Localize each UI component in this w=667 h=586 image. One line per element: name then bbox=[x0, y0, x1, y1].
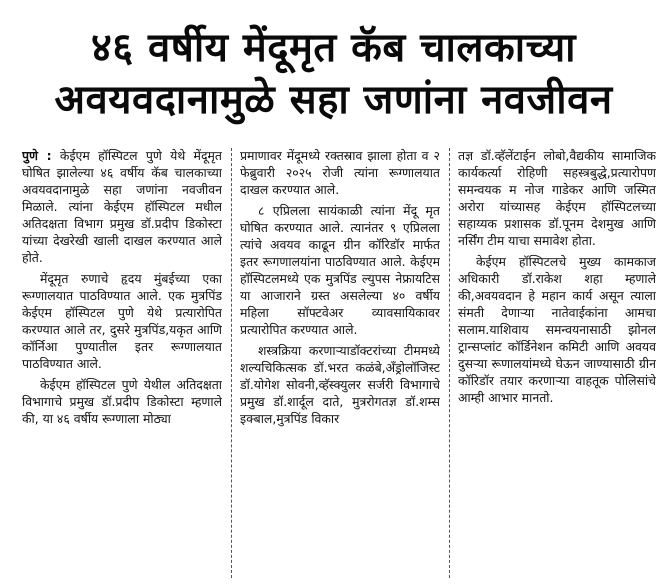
dateline: पुणे : bbox=[22, 148, 52, 163]
headline-line-2: अवयवदानामुळे सहा जणांना नवजीवन bbox=[54, 77, 613, 123]
paragraph-7: तज्ञ डॉ.व्हॅलेंटाईन लोबो,वैद्यकीय सामाजिक कार्यकर्त्या रोहिणी सहस्त्रबुद्धे,प्रत्यारोपण समन्वयक म नोज गाडेकर आणि जस्मित अरोरा यांच्यासह केईएम हॉस्पिटलच्या सहाय्यक प्रशासक डॉ.पूनम देशमुख आणि नर्सिंग टीम याचा समावेश होता. bbox=[458, 148, 656, 248]
headline bbox=[0, 0, 667, 140]
paragraph-4: प्रमाणावर मेंदूमध्ये रक्तस्राव झाला होता व २ फेब्रुवारी २०२५ रोजी त्यांना रूग्णालयात दाखल करण्यात आले. bbox=[240, 148, 440, 197]
article-column-2 bbox=[240, 147, 440, 581]
paragraph-6: शस्त्रक्रिया करणाऱ्याडॉक्टरांच्या टीममध्ये शल्यचिकित्सक डॉ.भरत कळंबे,अँड्रोलॉजिस्ट डॉ.योगेश सोवनी,व्हॅस्क्युलर सर्जरी विभागाचे प्रमुख डॉ.शार्दूल दाते, मुत्ररोगतज्ञ डॉ.शम्स इक्बाल,मुत्रपिंड विकार bbox=[240, 343, 440, 426]
paragraph-2: मेंदूमृत रुणाचे हृदय मुंबईच्या एका रूग्णालयात पाठविण्यात आले. एक मुत्रपिंड केईएम हॉस्पिटल पुणे येथे प्रत्यारोपित करण्यात आले तर, दुसरे मुत्रपिंड,यकृत आणि कॉर्निआ पुण्यातील इतर रूग्णालयात पाठविण्यात आले. bbox=[22, 271, 222, 371]
article-column-3 bbox=[458, 147, 656, 581]
paragraph-5: ८ एप्रिलला सायंकाळी त्यांना मेंदू मृत घोषित करण्यात आले. त्यानंतर ९ एप्रिलला त्यांचे अवयव काढून ग्रीन कॉरिडॉर मार्फत इतर रूगणालयांना पाठविण्यात आले. केईएम हॉस्पिटलमध्ये एक मुत्रपिंड ल्युपस नेफ्रायटिस या आजाराने ग्रस्त असलेल्या ४० वर्षीय महिला सॉफ्टवेअर व्यावसायिकावर प्रत्यारोपित करण्यात आले. bbox=[240, 203, 440, 337]
column-divider-2 bbox=[449, 148, 450, 578]
paragraph-1-text: केईएम हॉस्पिटल पुणे येथे मेंदूमृत घोषित झालेल्या ४६ वर्षीय कॅब चालकाच्या अवयवदानामुळे सहा जणांना नवजीवन मिळाले. त्यांना केईएम हॉस्पिटल मधील अतिदक्षता विभाग प्रमुख डॉ.प्रदीप डिकोस्टा यांच्या देखरेखी खाली दाखल करण्यात आले होते. bbox=[22, 148, 222, 265]
paragraph-1 bbox=[22, 147, 222, 266]
article-column-1 bbox=[22, 147, 222, 581]
column-divider-1 bbox=[231, 148, 232, 578]
paragraph-3: केईएम हॉस्पिटल पुणे येथील अतिदक्षता विभागाचे प्रमुख डॉ.प्रदीप डिकोस्टा म्हणाले की, या ४६ वर्षीय रूग्णाला मोठ्या bbox=[22, 377, 222, 426]
paragraph-8: केईएम हॉस्पिटलचे मुख्य कामकाज अधिकारी डॉ.राकेश शहा म्हणाले की,अवयवदान हे महान कार्य असून त्याला संमती देणाऱ्या नातेवाईकांना आमचा सलाम.याशिवाय समन्वयनासाठी झोनल ट्रान्सप्लांट कॉर्डिनेशन कमिटी आणि अवयव दुसऱ्या रूणालयांमध्ये घेऊन जाण्यासाठी ग्रीन कॉरिडॉर तयार करणाऱ्या वाहतूक पोलिसांचे आम्ही आभार मानतो. bbox=[458, 254, 656, 405]
headline-line-1: ४६ वर्षीय मेंदूमृत कॅब चालकाच्या bbox=[90, 25, 577, 71]
